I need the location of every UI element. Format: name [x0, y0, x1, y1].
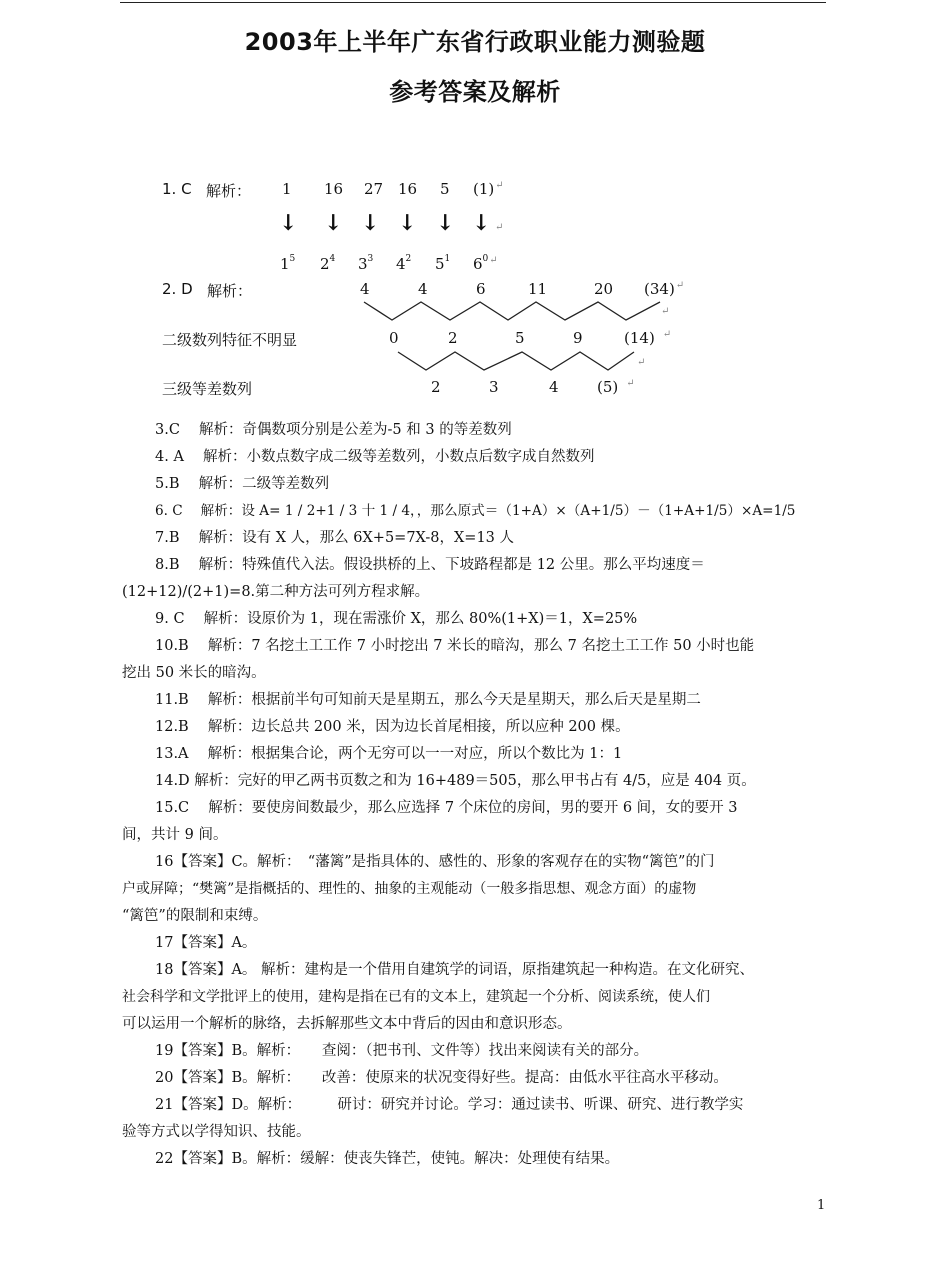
q1-analysis-label: 解析：	[206, 182, 252, 200]
answer-line: 4. A 解析：小数点数字成二级等差数列，小数点后数字成自然数列	[155, 449, 595, 465]
q1-seq-term: 5	[440, 180, 450, 198]
q2-row1-term: 4	[418, 280, 428, 298]
q2-row2-term: 0	[389, 329, 399, 347]
answer-line: 10.B 解析：7 名挖土工工作 7 小时挖出 7 米长的暗沟，那么 7 名挖土工工作 50 小时也能	[155, 638, 755, 654]
q1-seq-term: 27	[364, 180, 384, 198]
answer-line: 14.D 解析：完好的甲乙两书页数之和为 16+489＝505，那么甲书占有 4/5，应是 404 页。	[155, 773, 756, 789]
q2-row1-term: 20	[594, 280, 614, 298]
answer-line: 5.B 解析：二级等差数列	[155, 476, 330, 492]
q2-row1-term: 6	[476, 280, 486, 298]
q2-row3-term: 3	[489, 378, 499, 396]
return-mark: ↵	[637, 357, 646, 368]
q2-row1-term: 11	[528, 280, 548, 298]
difference-connectors	[0, 0, 950, 420]
answer-line: 11.B 解析：根据前半句可知前天是星期五，那么今天是星期天，那么后天是星期二	[155, 692, 701, 708]
down-arrow-icon: ↓	[324, 210, 343, 236]
answer-line: 19【答案】B。解析： 查阅：（把书刊、文件等）找出来阅读有关的部分。	[155, 1043, 649, 1059]
q2-row3-term: 4	[549, 378, 559, 396]
row1-zigzag	[364, 302, 660, 320]
answer-line: 16【答案】C。解析： “藩篱”是指具体的、感性的、形象的客观存在的实物“篱笆”的门	[155, 854, 715, 870]
answer-line: (12+12)/(2+1)=8.第二种方法可列方程求解。	[122, 584, 430, 600]
q1-power: $2^4$	[320, 254, 336, 273]
q2-row2-label: 二级数列特征不明显	[162, 331, 298, 349]
answer-line: 21【答案】D。解析： 研讨：研究并讨论。学习：通过读书、听课、研究、进行教学实	[155, 1097, 744, 1113]
q2-row2-term: 9	[573, 329, 583, 347]
answer-line: 18【答案】A。 解析：建构是一个借用自建筑学的词语，原指建筑起一种构造。在文化研究、	[155, 962, 755, 978]
answer-line: 7.B 解析：设有 X 人，那么 6X+5=7X-8，X=13 人	[155, 530, 515, 546]
q1-seq-term: 16	[324, 180, 344, 198]
q1-power: $5^1$	[435, 254, 451, 273]
answer-line: 社会科学和文学批评上的使用，建构是指在已有的文本上，建筑起一个分析、阅读系统，使人们	[122, 989, 710, 1005]
page-title: 2003年上半年广东省行政职业能力测验题	[244, 28, 706, 56]
answer-line: 验等方式以学得知识、技能。	[122, 1124, 311, 1140]
answer-line: 6. C 解析：设 A= 1 / 2+1 / 3 十 1 / 4，，那么原式＝（1+A）×（A+1/5）－（1+A+1/5）×A=1/5	[155, 503, 796, 519]
answer-line: 户或屏障；“樊篱”是指概括的、理性的、抽象的主观能动（一般多指思想、观念方面）的虚物	[122, 881, 697, 897]
down-arrow-icon: ↓	[398, 210, 417, 236]
q2-row1-term: 4	[360, 280, 370, 298]
down-arrow-icon: ↓	[361, 210, 380, 236]
q2-row2-term: 5	[515, 329, 525, 347]
q1-power: $1^5$	[280, 254, 296, 273]
answer-line: 22【答案】B。解析：缓解：使丧失锋芒，使钝。解决：处理使有结果。	[155, 1151, 620, 1167]
q2-row3-term: 2	[431, 378, 441, 396]
down-arrow-icon: ↓	[472, 210, 491, 236]
row2-zigzag	[398, 352, 634, 370]
q1-seq-term: 16	[398, 180, 418, 198]
return-mark: ↵	[495, 222, 504, 233]
answer-line: 8.B 解析：特殊值代入法。假设拱桥的上、下坡路程都是 12 公里。那么平均速度＝	[155, 557, 705, 573]
q2-analysis-label: 解析：	[207, 282, 253, 300]
return-mark: ↵	[661, 306, 670, 317]
down-arrow-icon: ↓	[279, 210, 298, 236]
answer-figure	[0, 0, 950, 420]
answer-line: “篱笆”的限制和束缚。	[122, 908, 268, 924]
q1-seq-term: 1	[282, 180, 292, 198]
q2-row2-answer: (14) ↵	[624, 329, 672, 347]
answer-line: 3.C 解析：奇偶数项分别是公差为-5 和 3 的等差数列	[155, 422, 512, 438]
q1-power: $3^3$	[358, 254, 374, 273]
answer-line: 12.B 解析：边长总共 200 米，因为边长首尾相接，所以应种 200 棵。	[155, 719, 630, 735]
q2-label: 2. D	[162, 280, 193, 298]
down-arrow-icon: ↓	[436, 210, 455, 236]
q1-power: $6^{0↵}$	[473, 254, 498, 273]
q2-row3-answer: (5) ↵	[597, 378, 635, 396]
answer-line: 可以运用一个解析的脉络，去拆解那些文本中背后的因由和意识形态。	[122, 1016, 572, 1032]
page-number: 1	[817, 1198, 826, 1213]
answer-line: 20【答案】B。解析： 改善：使原来的状况变得好些。提高：由低水平往高水平移动。	[155, 1070, 728, 1086]
q1-seq-answer: (1)↵	[473, 180, 504, 198]
answer-line: 9. C 解析：设原价为 1，现在需涨价 X，那么 80%(1+X)＝1，X=25%	[155, 611, 638, 627]
answer-line: 间，共计 9 间。	[122, 827, 228, 843]
answer-line: 13.A 解析：根据集合论，两个无穷可以一一对应，所以个数比为 1：1	[155, 746, 623, 762]
answer-line: 15.C 解析：要使房间数最少，那么应选择 7 个床位的房间，男的要开 6 间，女的要开 3	[155, 800, 738, 816]
answer-line: 挖出 50 米长的暗沟。	[122, 665, 266, 681]
q1-power: $4^2$	[396, 254, 412, 273]
q2-row3-label: 三级等差数列	[162, 380, 253, 398]
q2-row1-answer: (34)↵	[644, 280, 685, 298]
q2-row2-term: 2	[448, 329, 458, 347]
q1-label: 1. C	[162, 180, 192, 198]
page-subtitle: 参考答案及解析	[389, 78, 561, 106]
answer-line: 17【答案】A。	[155, 935, 257, 951]
